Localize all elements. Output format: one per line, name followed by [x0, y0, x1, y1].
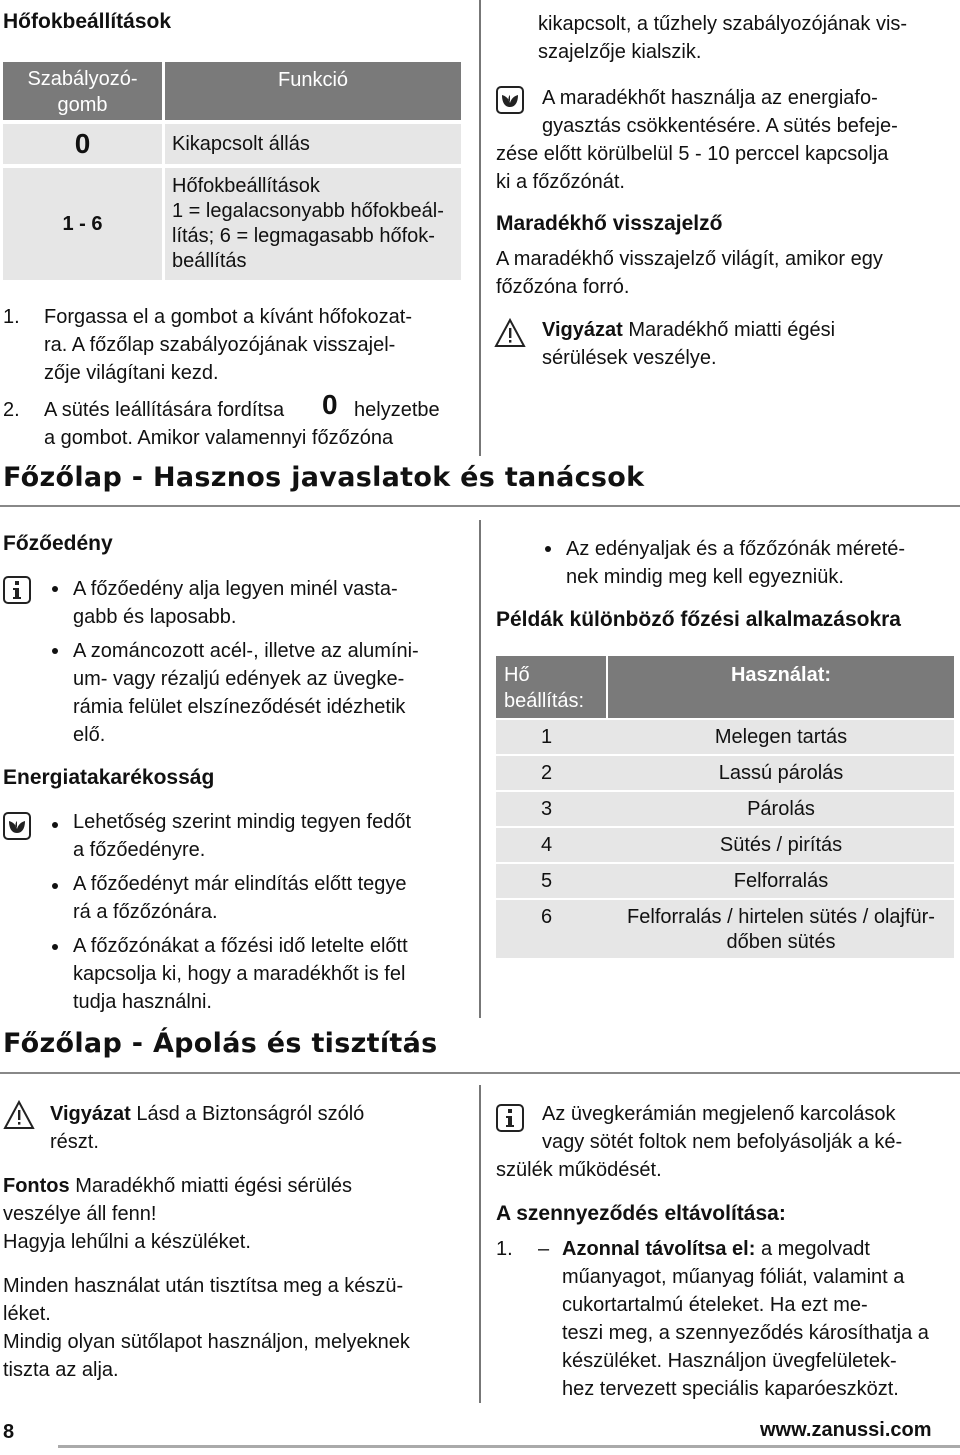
dirt-step-number: 1.: [496, 1238, 513, 1260]
cookware-title: Főzőedény: [3, 532, 113, 555]
section-rule: [0, 505, 960, 507]
dirt-step-line: készüléket. Használjon üvegfelületek-: [562, 1350, 897, 1372]
heat-usage: dőben sütés: [726, 931, 836, 953]
table-header-knob-line1: Szabályozó-: [27, 68, 138, 90]
heat-usage: Melegen tartás: [714, 726, 848, 748]
heat-usage: Sütés / pirítás: [719, 834, 843, 856]
table-row: [496, 900, 954, 958]
dirt-step-line: cukortartalmú ételeket. Ha ezt me-: [562, 1294, 868, 1316]
table-header-function: Funkció: [165, 62, 461, 120]
cookware-bullet-line: elő.: [73, 724, 106, 746]
function-line: Hőfokbeállítások: [172, 175, 320, 197]
examples-title: Példák különböző főzési alkalmazásokra: [496, 608, 901, 631]
right-bullet-line: Az edényaljak és a főzőzónák méreté-: [566, 538, 906, 560]
dirt-step-dash: –: [538, 1238, 550, 1260]
dirt-removal-title: A szennyeződés eltávolítása:: [496, 1202, 786, 1225]
function-off-position: Kikapcsolt állás: [165, 124, 461, 164]
cookware-bullet-line: gabb és laposabb.: [73, 606, 237, 628]
heat-level: 6: [541, 906, 553, 928]
section-rule: [0, 1072, 960, 1074]
warning-triangle-icon: [3, 1100, 35, 1130]
warning-label: Vigyázat: [542, 319, 623, 341]
residual-heat-line: főzőzóna forró.: [496, 276, 630, 298]
energy-bullet-line: rá a főzőzónára.: [73, 901, 218, 923]
energy-bullet-line: Lehetőség szerint mindig tegyen fedőt: [73, 811, 411, 833]
dirt-step-line: teszi meg, a szennyeződés károsíthatja a: [562, 1322, 929, 1344]
heat-usage: Párolás: [747, 798, 815, 820]
table-header-knob: [3, 62, 162, 120]
table-row: [496, 756, 954, 790]
dirt-step-line: műanyagot, műanyag fóliát, valamint a: [562, 1266, 905, 1288]
energy-bullet-line: A főzőzónákat a főzési idő letelte előtt: [73, 935, 408, 957]
heat-level: 1: [541, 726, 553, 748]
table-header-heat-setting: [496, 656, 606, 718]
knob-range: 1 - 6: [3, 168, 162, 280]
warning-triangle-icon: [494, 318, 526, 348]
energy-bullet-line: A főzőedényt már elindítás előtt tegye: [73, 873, 407, 895]
warning-line: Maradékhő miatti égési: [628, 319, 836, 341]
info-icon: [3, 576, 31, 604]
important-label: Fontos: [3, 1175, 70, 1197]
step-line: a gombot. Amikor valamennyi főzőzóna: [44, 427, 394, 449]
section-title-tips: Főzőlap - Hasznos javaslatok és tanácsok: [3, 462, 645, 493]
info-line: szülék működését.: [496, 1159, 662, 1181]
warning-label: Vigyázat: [50, 1103, 131, 1125]
page-number: 8: [3, 1421, 15, 1443]
step-line: ra. A főzőlap szabályozójának visszajel-: [44, 334, 396, 356]
energy-bullet-line: kapcsolja ki, hogy a maradékhőt is fel: [73, 963, 406, 985]
energy-saving-icon: [496, 86, 524, 114]
step-line: helyzetbe: [354, 399, 440, 421]
eco-note-line: A maradékhőt használja az energiafo-: [542, 87, 878, 109]
dirt-step-label: Azonnal távolítsa el:: [562, 1238, 756, 1260]
residual-heat-line: A maradékhő visszajelző világít, amikor egy: [496, 248, 883, 270]
table-row: [496, 720, 954, 754]
eco-note-line: ki a főzőzónát.: [496, 171, 625, 193]
eco-note-line: gyasztás csökkentésére. A sütés befeje-: [542, 115, 898, 137]
bullet-point: [52, 648, 58, 654]
table-row: [496, 792, 954, 826]
function-line: lítás; 6 = legmagasabb hőfok-: [172, 225, 435, 247]
important-line: Hagyja lehűlni a készüléket.: [3, 1231, 251, 1253]
energy-bullet-line: tudja használni.: [73, 991, 212, 1013]
footer-rule: [58, 1445, 960, 1448]
bullet-point: [52, 883, 58, 889]
continued-text: kikapcsolt, a tűzhely szabályozójának vis-: [538, 13, 908, 35]
warning-line: sérülések veszélye.: [542, 347, 717, 369]
column-divider: [479, 1085, 481, 1403]
bullet-point: [52, 944, 58, 950]
energy-bullet-line: a főzőedényre.: [73, 839, 206, 861]
column-divider: [479, 520, 481, 1018]
table-row: [496, 864, 954, 898]
bullet-point: [52, 586, 58, 592]
cookware-bullet-line: A főzőedény alja legyen minél vasta-: [73, 578, 398, 600]
care-paragraph-line: Mindig olyan sütőlapot használjon, melyeknek: [3, 1331, 410, 1353]
care-paragraph-line: léket.: [3, 1303, 51, 1325]
care-paragraph-line: Minden használat után tisztítsa meg a készü-: [3, 1275, 404, 1297]
table-row: [496, 828, 954, 862]
function-temperature-levels: [165, 168, 461, 280]
dirt-step-line: hez tervezett speciális kaparóeszközt.: [562, 1378, 899, 1400]
energy-saving-icon: [3, 812, 31, 840]
heat-level: 5: [541, 870, 553, 892]
function-line: beállítás: [172, 250, 247, 272]
heat-level: 3: [541, 798, 553, 820]
step-line: zője világítani kezd.: [44, 362, 219, 384]
table-header-knob-line2: gomb: [57, 94, 108, 116]
knob-off-symbol-inline: 0: [322, 389, 338, 420]
table-header-usage: Használat:: [608, 656, 954, 718]
cookware-bullet-line: A zománcozott acél-, illetve az alumíni-: [73, 640, 419, 662]
heat-usage: Felforralás / hirtelen sütés / olajfür-: [627, 906, 935, 928]
heat-level: 4: [541, 834, 553, 856]
function-line: 1 = legalacsonyabb hőfokbeál-: [172, 200, 444, 222]
section-title-care-cleaning: Főzőlap - Ápolás és tisztítás: [3, 1028, 438, 1059]
section-title-temperature-settings: Hőfokbeállítások: [3, 10, 172, 33]
residual-heat-title: Maradékhő visszajelző: [496, 212, 723, 235]
step-number: 2.: [3, 399, 20, 421]
care-paragraph-line: tiszta az alja.: [3, 1359, 119, 1381]
bullet-point: [52, 822, 58, 828]
header-line: beállítás:: [504, 690, 585, 712]
knob-off-symbol: 0: [3, 124, 162, 164]
info-line: Az üvegkerámián megjelenő karcolások: [542, 1103, 896, 1125]
column-divider: [479, 0, 481, 456]
important-line: veszélye áll fenn!: [3, 1203, 157, 1225]
warning-line: részt.: [50, 1131, 99, 1153]
step-line: Forgassa el a gombot a kívánt hőfokozat-: [44, 306, 412, 328]
heat-usage: Lassú párolás: [718, 762, 844, 784]
cookware-bullet-line: rámia felület elszíneződését idézhetik: [73, 696, 406, 718]
eco-note-line: zése előtt körülbelül 5 - 10 perccel kapcsolja: [496, 143, 889, 165]
continued-text: szajelzője kialszik.: [538, 41, 702, 63]
warning-line: Lásd a Biztonságról szóló: [136, 1103, 365, 1125]
heat-usage: Felforralás: [733, 870, 829, 892]
header-line: Hő: [504, 664, 530, 686]
website-link[interactable]: www.zanussi.com: [760, 1419, 932, 1441]
right-bullet-line: nek mindig meg kell egyezniük.: [566, 566, 844, 588]
important-line: Maradékhő miatti égési sérülés: [75, 1175, 353, 1197]
dirt-step-line: a megolvadt: [760, 1238, 870, 1260]
energy-saving-title: Energiatakarékosság: [3, 766, 215, 789]
bullet-point: [545, 546, 551, 552]
heat-level: 2: [541, 762, 553, 784]
step-line: A sütés leállítására fordítsa: [44, 399, 285, 421]
cookware-bullet-line: um- vagy rézaljú edények az üvegke-: [73, 668, 405, 690]
info-icon: [496, 1104, 524, 1132]
step-number: 1.: [3, 306, 20, 328]
info-line: vagy sötét foltok nem befolyásolják a ké-: [542, 1131, 903, 1153]
